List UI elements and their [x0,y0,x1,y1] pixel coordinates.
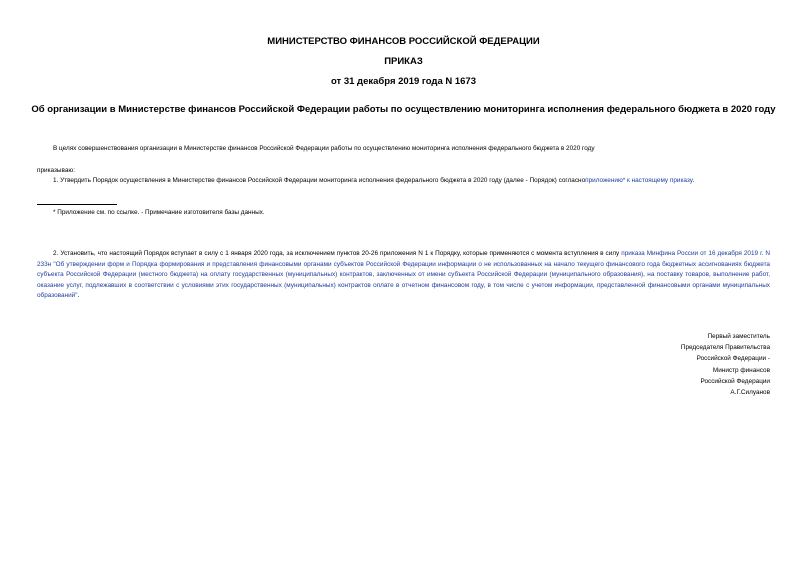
item-2-text: 2. Установить, что настоящий Порядок вступает в силу с 1 января 2020 года, за исключением пунктов 20-26 приложения N 1 к Порядку, которые применяются с момента вступления в силу [53,250,620,257]
item-1-paragraph [37,176,770,187]
signature-line: Министр финансов [712,366,770,374]
appendix-link[interactable]: приложению* к настоящему приказу [585,177,693,184]
preamble-text: В целях совершенствования организации в Министерстве финансов Российской Федерации работы по осуществлению мониторинга исполнения федерального бюджета в 2020 году [53,145,595,152]
doc-type-heading: ПРИКАЗ [384,56,423,67]
item-2-paragraph [37,249,770,302]
order-word: приказываю: [37,167,75,174]
item-1-end: . [692,177,695,184]
date-number-heading: от 31 декабря 2019 года N 1673 [330,76,476,87]
item-2-end: . [77,292,80,299]
footnote-text: * Приложение см. по ссылке. - Примечание изготовителя базы данных. [53,209,265,216]
ministry-heading: МИНИСТЕРСТВО ФИНАНСОВ РОССИЙСКОЙ ФЕДЕРАЦИИ [267,36,540,47]
signature-block [681,331,770,398]
minfin-order-link[interactable]: приказа Минфина России от 16 декабря 2019 г. N 233н "Об утверждении форм и Порядка формирования и представления финансовыми органами субъектов Российской Федерации информации о не использованных на начало текущего финансового года бюджетных ассигнованиях бюджета субъекта Российской Федерации (местного бюджета) на оплату государственных (муниципальных) контрактов, заключенных от имени субъекта Российской Федерации (муниципального образования), на поставку товаров, выполнение работ, оказание услуг, подлежавших в соответствии с условиями этих государственных (муниципальных) контрактов оплате в отчетном финансовом году, в том числе с учетом информации, представленной финансовыми органами муниципальных образований" [37,250,770,299]
signature-line: Российской Федерации [700,377,770,385]
signature-line: Российской Федерации - [696,355,770,363]
document-title: Об организации в Министерстве финансов Российской Федерации работы по осуществлению мониторинга исполнения федерального бюджета в 2020 году [31,104,776,115]
footnote-divider [37,204,117,205]
signature-line: Первый заместитель [707,333,770,340]
signature-line: Председателя Правительства [680,344,770,352]
item-1-text: 1. Утвердить Порядок осуществления в Министерстве финансов Российской Федерации мониторинга исполнения федерального бюджета в 2020 году (далее - Порядок) согласно [53,177,586,184]
signature-name: А.Г.Силуанов [730,389,770,397]
